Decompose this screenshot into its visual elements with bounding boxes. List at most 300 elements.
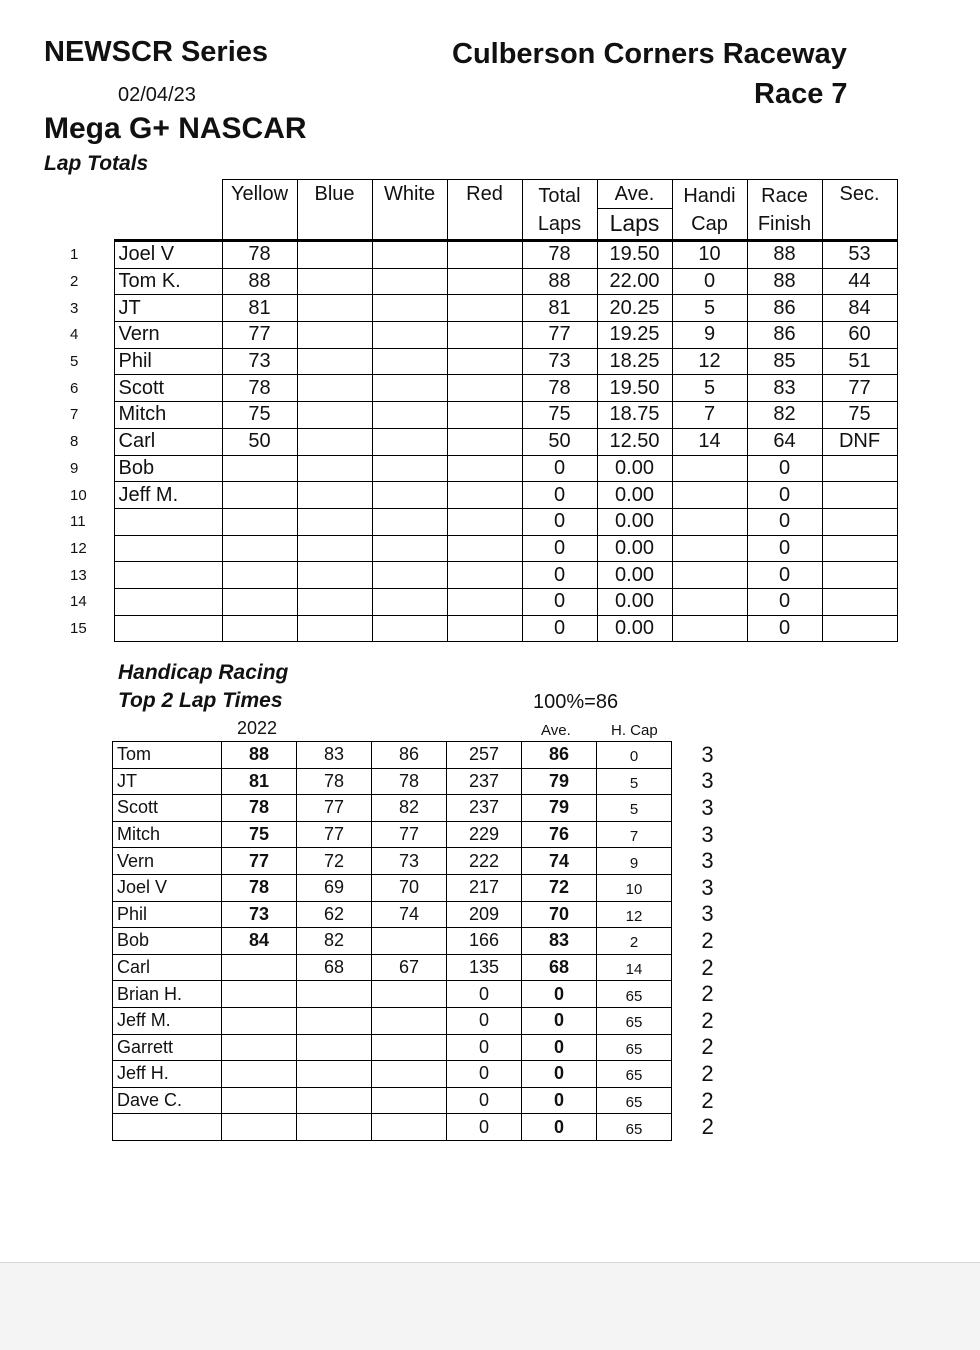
race-count: 3 [701, 901, 714, 927]
handicap-value: 10 [597, 874, 672, 901]
lap-sum: 222 [447, 848, 522, 875]
race-count: 3 [701, 874, 714, 900]
col-handicap [672, 180, 747, 241]
driver-name: Vern [113, 848, 222, 875]
race-count: 3 [701, 848, 714, 874]
handicap-average: 79 [522, 768, 597, 795]
race-count: 3 [701, 768, 714, 794]
sec-value [822, 562, 897, 589]
handicap-value [672, 482, 747, 509]
handicap-value [672, 455, 747, 482]
handicap-value: 65 [597, 1114, 672, 1141]
class-title: Mega G+ NASCAR [44, 112, 307, 145]
handicap-average: 79 [522, 795, 597, 822]
lap-time-2 [297, 1034, 372, 1061]
average-laps: 0.00 [597, 482, 672, 509]
lap-time-3: 77 [372, 821, 447, 848]
race-finish: 64 [747, 428, 822, 455]
handicap-value: 65 [597, 981, 672, 1008]
handicap-value: 9 [597, 848, 672, 875]
driver-name: Mitch [113, 821, 222, 848]
yellow-laps: 77 [222, 322, 297, 349]
driver-name: Bob [113, 928, 222, 955]
driver-name: Brian H. [113, 981, 222, 1008]
row-number: 3 [70, 299, 79, 317]
red-laps [447, 455, 522, 482]
race-count: 3 [701, 794, 714, 820]
blue-laps [297, 482, 372, 509]
average-laps: 0.00 [597, 615, 672, 642]
lap-time-1 [222, 981, 297, 1008]
handicap-average: 83 [522, 928, 597, 955]
race-count: 3 [701, 741, 714, 767]
handicap-average: 0 [522, 981, 597, 1008]
lap-time-2 [297, 981, 372, 1008]
handicap-average: 86 [522, 742, 597, 769]
blue-laps [297, 322, 372, 349]
lap-sum: 0 [447, 981, 522, 1008]
handicap-average: 0 [522, 1034, 597, 1061]
handicap-value: 5 [597, 768, 672, 795]
blue-laps [297, 295, 372, 322]
sec-value: 44 [822, 268, 897, 295]
handicap-value: 5 [597, 795, 672, 822]
race-count: 2 [701, 1087, 714, 1113]
lap-time-3: 73 [372, 848, 447, 875]
lap-time-3: 67 [372, 954, 447, 981]
lap-sum: 0 [447, 1087, 522, 1114]
driver-name [114, 508, 222, 535]
lap-time-3 [372, 928, 447, 955]
lap-sum: 229 [447, 821, 522, 848]
white-laps [372, 482, 447, 509]
yellow-laps: 50 [222, 428, 297, 455]
lap-sum: 0 [447, 1034, 522, 1061]
full-percent-note: 100%=86 [533, 691, 619, 713]
race-finish: 0 [747, 482, 822, 509]
row-number: 12 [70, 539, 87, 557]
lap-sum: 0 [447, 1007, 522, 1034]
col-ave-line1: Ave. [598, 180, 672, 209]
table-row [44, 375, 897, 402]
table-row [44, 268, 897, 295]
yellow-laps: 78 [222, 241, 297, 269]
lap-time-1: 77 [222, 848, 297, 875]
table-row [113, 1087, 744, 1114]
lap-sum: 209 [447, 901, 522, 928]
row-number: 15 [70, 619, 87, 637]
average-laps: 0.00 [597, 562, 672, 589]
race-count: 2 [701, 1114, 714, 1140]
handicap-value: 14 [672, 428, 747, 455]
handicap-average: 0 [522, 1061, 597, 1088]
driver-name: Joel V [114, 241, 222, 269]
driver-name: Carl [113, 954, 222, 981]
race-finish: 85 [747, 348, 822, 375]
total-laps: 0 [522, 562, 597, 589]
driver-name: Tom [113, 742, 222, 769]
row-number: 6 [70, 379, 79, 397]
col-yellow: Yellow [222, 180, 297, 241]
red-laps [447, 535, 522, 562]
total-laps: 0 [522, 535, 597, 562]
lap-time-2: 68 [297, 954, 372, 981]
sec-value: 53 [822, 241, 897, 269]
total-laps: 0 [522, 482, 597, 509]
handicap-average: 72 [522, 874, 597, 901]
race-finish: 0 [747, 588, 822, 615]
driver-name [114, 588, 222, 615]
driver-name: Carl [114, 428, 222, 455]
row-number: 7 [70, 406, 79, 424]
sec-value [822, 482, 897, 509]
row-number: 8 [70, 433, 79, 451]
lap-time-3: 70 [372, 874, 447, 901]
driver-name: Scott [113, 795, 222, 822]
driver-name: Tom K. [114, 268, 222, 295]
white-laps [372, 562, 447, 589]
handicap-average: 0 [522, 1114, 597, 1141]
handicap-title: Handicap Racing [118, 661, 289, 684]
handicap-value [672, 508, 747, 535]
red-laps [447, 508, 522, 535]
race-finish: 83 [747, 375, 822, 402]
total-laps: 73 [522, 348, 597, 375]
row-number: 4 [70, 326, 79, 344]
yellow-laps: 73 [222, 348, 297, 375]
white-laps [372, 508, 447, 535]
yellow-laps: 81 [222, 295, 297, 322]
driver-name [114, 615, 222, 642]
average-laps: 0.00 [597, 535, 672, 562]
col-handi-line1: Handi [683, 184, 736, 207]
driver-name: Scott [114, 375, 222, 402]
lap-table-header [44, 180, 897, 241]
race-date: 02/04/23 [118, 84, 196, 106]
yellow-laps [222, 588, 297, 615]
blue-laps [297, 375, 372, 402]
yellow-laps: 78 [222, 375, 297, 402]
blue-laps [297, 241, 372, 269]
driver-name: Mitch [114, 402, 222, 429]
lap-time-3 [372, 981, 447, 1008]
white-laps [372, 295, 447, 322]
lap-time-2: 62 [297, 901, 372, 928]
table-row [113, 795, 744, 822]
white-laps [372, 348, 447, 375]
col-blue: Blue [297, 180, 372, 241]
driver-name: Jeff M. [113, 1007, 222, 1034]
table-row [113, 928, 744, 955]
row-number: 1 [70, 245, 79, 263]
driver-name: Vern [114, 322, 222, 349]
ave-label: Ave. [541, 722, 571, 739]
header-blank [114, 180, 222, 241]
lap-time-2: 77 [297, 821, 372, 848]
lap-time-3 [372, 1061, 447, 1088]
row-number: 9 [70, 459, 79, 477]
table-row [44, 588, 897, 615]
race-finish: 0 [747, 508, 822, 535]
lap-time-3: 74 [372, 901, 447, 928]
lap-time-1: 78 [222, 874, 297, 901]
handicap-average: 0 [522, 1087, 597, 1114]
table-row [44, 562, 897, 589]
row-number: 5 [70, 353, 79, 371]
col-ave-laps [597, 180, 672, 241]
sec-value: 60 [822, 322, 897, 349]
handicap-value: 65 [597, 1061, 672, 1088]
handicap-value: 7 [597, 821, 672, 848]
handicap-value [672, 615, 747, 642]
blue-laps [297, 268, 372, 295]
race-finish: 0 [747, 562, 822, 589]
red-laps [447, 241, 522, 269]
handicap-value: 12 [672, 348, 747, 375]
lap-sum: 135 [447, 954, 522, 981]
col-sec: Sec. [822, 180, 897, 241]
handicap-average: 76 [522, 821, 597, 848]
lap-time-3 [372, 1034, 447, 1061]
handicap-table [112, 741, 744, 1141]
blue-laps [297, 508, 372, 535]
white-laps [372, 535, 447, 562]
total-laps: 50 [522, 428, 597, 455]
handicap-value [672, 588, 747, 615]
red-laps [447, 268, 522, 295]
red-laps [447, 615, 522, 642]
driver-name [113, 1114, 222, 1141]
lap-time-1: 88 [222, 742, 297, 769]
table-row [44, 535, 897, 562]
driver-name [114, 535, 222, 562]
driver-name: JT [113, 768, 222, 795]
handicap-subtitle: Top 2 Lap Times [118, 689, 283, 712]
lap-sum: 0 [447, 1061, 522, 1088]
yellow-laps [222, 562, 297, 589]
lap-time-1: 84 [222, 928, 297, 955]
handicap-value: 5 [672, 295, 747, 322]
sec-value [822, 588, 897, 615]
sec-value: 51 [822, 348, 897, 375]
table-row [44, 428, 897, 455]
sec-value [822, 455, 897, 482]
col-ave-line2: Laps [609, 210, 660, 236]
handicap-value: 65 [597, 1034, 672, 1061]
lap-time-3 [372, 1007, 447, 1034]
total-laps: 78 [522, 375, 597, 402]
white-laps [372, 428, 447, 455]
driver-name: JT [114, 295, 222, 322]
lap-time-2: 69 [297, 874, 372, 901]
table-row [44, 241, 897, 269]
total-laps: 81 [522, 295, 597, 322]
table-row [113, 1061, 744, 1088]
lap-time-3: 78 [372, 768, 447, 795]
race-count: 2 [701, 1034, 714, 1060]
year-label: 2022 [237, 718, 278, 738]
total-laps: 75 [522, 402, 597, 429]
yellow-laps: 75 [222, 402, 297, 429]
red-laps [447, 375, 522, 402]
red-laps [447, 562, 522, 589]
row-number: 13 [70, 566, 87, 584]
table-row [44, 615, 897, 642]
race-finish: 86 [747, 295, 822, 322]
lap-sum: 166 [447, 928, 522, 955]
average-laps: 0.00 [597, 588, 672, 615]
sec-value: 77 [822, 375, 897, 402]
average-laps: 0.00 [597, 455, 672, 482]
lap-time-2 [297, 1061, 372, 1088]
col-total-line2: Laps [537, 212, 582, 235]
hcap-label: H. Cap [611, 722, 658, 739]
col-total-laps [522, 180, 597, 241]
table-row [113, 848, 744, 875]
white-laps [372, 268, 447, 295]
blue-laps [297, 535, 372, 562]
handicap-value: 14 [597, 954, 672, 981]
table-row [44, 482, 897, 509]
total-laps: 0 [522, 508, 597, 535]
race-finish: 86 [747, 322, 822, 349]
red-laps [447, 295, 522, 322]
average-laps: 12.50 [597, 428, 672, 455]
yellow-laps [222, 455, 297, 482]
row-number: 11 [70, 513, 86, 531]
lap-time-2: 77 [297, 795, 372, 822]
lap-totals-heading: Lap Totals [44, 152, 149, 175]
handicap-value: 65 [597, 1087, 672, 1114]
driver-name: Phil [114, 348, 222, 375]
race-count: 3 [701, 821, 714, 847]
sec-value: 84 [822, 295, 897, 322]
lap-time-1: 73 [222, 901, 297, 928]
sec-value: DNF [822, 428, 897, 455]
white-laps [372, 615, 447, 642]
handicap-value: 5 [672, 375, 747, 402]
table-row [113, 1114, 744, 1141]
yellow-laps [222, 508, 297, 535]
blue-laps [297, 402, 372, 429]
white-laps [372, 588, 447, 615]
driver-name: Garrett [113, 1034, 222, 1061]
race-finish: 0 [747, 455, 822, 482]
table-row [44, 455, 897, 482]
driver-name: Bob [114, 455, 222, 482]
lap-time-2: 83 [297, 742, 372, 769]
race-finish: 82 [747, 402, 822, 429]
average-laps: 22.00 [597, 268, 672, 295]
row-number: 14 [70, 593, 87, 611]
race-count: 2 [701, 981, 714, 1007]
driver-name [114, 562, 222, 589]
red-laps [447, 428, 522, 455]
handicap-value: 12 [597, 901, 672, 928]
sec-value [822, 508, 897, 535]
handicap-value [672, 562, 747, 589]
row-number: 2 [70, 273, 79, 291]
total-laps: 0 [522, 455, 597, 482]
lap-time-1 [222, 1007, 297, 1034]
white-laps [372, 241, 447, 269]
lap-time-1 [222, 1087, 297, 1114]
lap-time-3 [372, 1114, 447, 1141]
lap-time-1: 75 [222, 821, 297, 848]
handicap-value: 10 [672, 241, 747, 269]
lap-sum: 0 [447, 1114, 522, 1141]
handicap-value: 9 [672, 322, 747, 349]
yellow-laps [222, 535, 297, 562]
handicap-value: 0 [672, 268, 747, 295]
lap-time-2 [297, 1114, 372, 1141]
total-laps: 88 [522, 268, 597, 295]
col-white: White [372, 180, 447, 241]
race-count: 2 [701, 954, 714, 980]
average-laps: 19.25 [597, 322, 672, 349]
table-row [113, 1034, 744, 1061]
table-row [113, 1007, 744, 1034]
col-red: Red [447, 180, 522, 241]
average-laps: 19.50 [597, 375, 672, 402]
driver-name: Joel V [113, 874, 222, 901]
lap-time-1: 81 [222, 768, 297, 795]
lap-time-3: 86 [372, 742, 447, 769]
race-count: 2 [701, 1060, 714, 1086]
total-laps: 0 [522, 588, 597, 615]
yellow-laps: 88 [222, 268, 297, 295]
handicap-average: 0 [522, 1007, 597, 1034]
table-row [44, 322, 897, 349]
driver-name: Jeff H. [113, 1061, 222, 1088]
blue-laps [297, 428, 372, 455]
table-row [44, 402, 897, 429]
lap-totals-table [44, 179, 898, 642]
lap-sum: 237 [447, 795, 522, 822]
red-laps [447, 322, 522, 349]
table-row [113, 768, 744, 795]
blue-laps [297, 615, 372, 642]
col-race-line2: Finish [757, 212, 812, 235]
red-laps [447, 482, 522, 509]
table-row [113, 981, 744, 1008]
table-row [44, 295, 897, 322]
average-laps: 18.75 [597, 402, 672, 429]
blue-laps [297, 562, 372, 589]
table-row [44, 508, 897, 535]
table-row [44, 348, 897, 375]
scan-bottom-margin [0, 1262, 980, 1350]
lap-sum: 237 [447, 768, 522, 795]
lap-sum: 217 [447, 874, 522, 901]
series-title: NEWSCR Series [44, 36, 269, 68]
col-handi-line2: Cap [691, 212, 728, 235]
header-blank [44, 180, 114, 241]
table-row [113, 954, 744, 981]
handicap-value: 7 [672, 402, 747, 429]
red-laps [447, 588, 522, 615]
handicap-value: 65 [597, 1007, 672, 1034]
white-laps [372, 375, 447, 402]
race-finish: 88 [747, 268, 822, 295]
white-laps [372, 455, 447, 482]
sec-value [822, 535, 897, 562]
table-row [113, 874, 744, 901]
race-count: 2 [701, 927, 714, 953]
race-finish: 88 [747, 241, 822, 269]
lap-time-1 [222, 1061, 297, 1088]
handicap-average: 74 [522, 848, 597, 875]
